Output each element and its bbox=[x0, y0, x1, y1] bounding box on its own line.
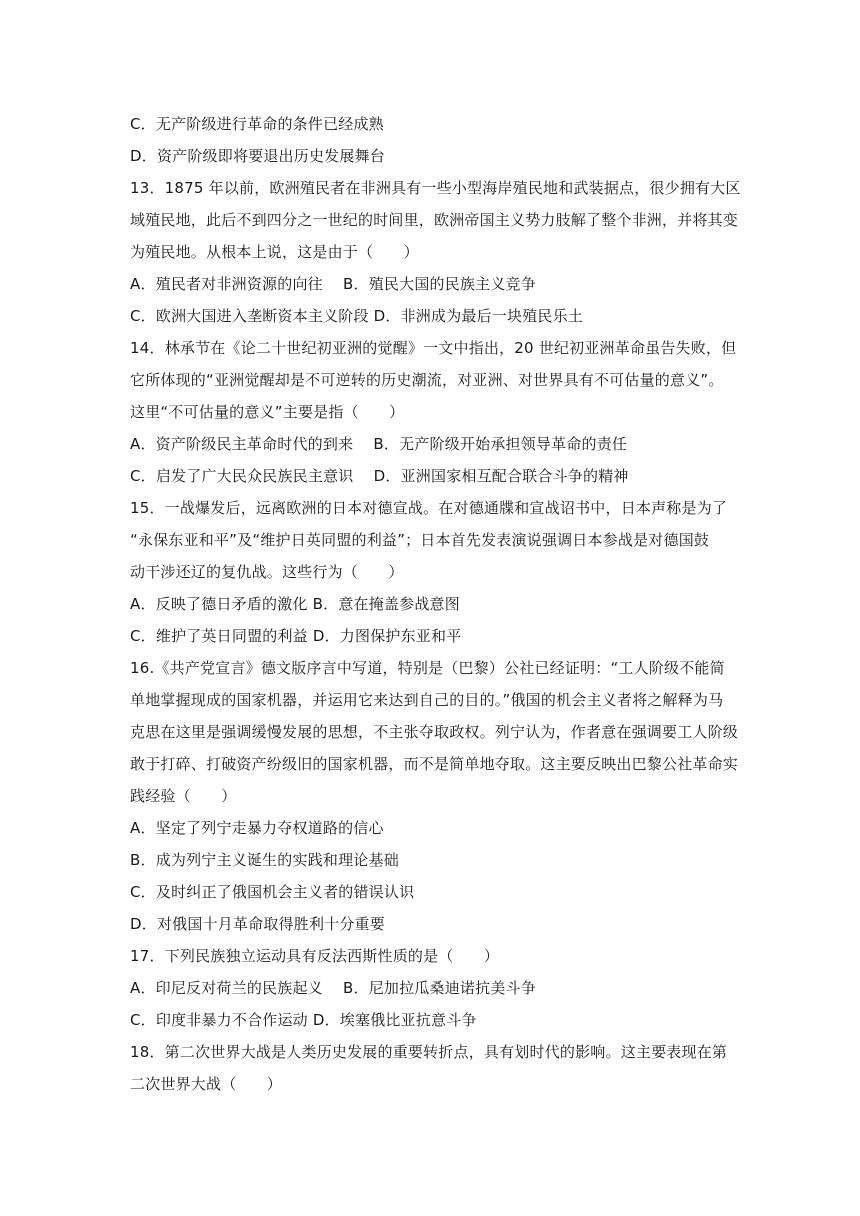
exam-text bbox=[130, 108, 740, 1100]
text-line: A．殖民者对非洲资源的向往 B．殖民大国的民族主义竞争 bbox=[130, 275, 536, 293]
text-line: C．无产阶级进行革命的条件已经成熟 bbox=[130, 115, 384, 133]
text-line: 17．下列民族独立运动具有反法西斯性质的是（ ） bbox=[130, 947, 500, 965]
text-line: 14．林承节在《论二十世纪初亚洲的觉醒》一文中指出，20 世纪初亚洲革命虽告失败，但 bbox=[130, 339, 737, 357]
text-line: A．印尼反对荷兰的民族起义 B．尼加拉瓜桑迪诺抗美斗争 bbox=[130, 979, 536, 997]
text-line: A．反映了德日矛盾的激化 B．意在掩盖参战意图 bbox=[130, 595, 460, 613]
text-line: “永保东亚和平”及“维护日英同盟的利益”；日本首先发表演说强调日本参战是对德国鼓 bbox=[130, 531, 710, 549]
text-line: 它所体现的“亚洲觉醒却是不可逆转的历史潮流，对亚洲、对世界具有不可估量的意义”。 bbox=[130, 371, 724, 389]
text-line: 域殖民地，此后不到四分之一世纪的时间里，欧洲帝国主义势力肢解了整个非洲，并将其变 bbox=[130, 211, 739, 229]
text-line: 13．1875 年以前，欧洲殖民者在非洲具有一些小型海岸殖民地和武装据点，很少拥有大区 bbox=[130, 179, 741, 197]
text-line: 践经验（ ） bbox=[130, 787, 237, 805]
text-line: 为殖民地。从根本上说，这是由于（ ） bbox=[130, 243, 419, 261]
text-line: C．启发了广大民众民族民主意识 D．亚洲国家相互配合联合斗争的精神 bbox=[130, 467, 629, 485]
text-line: 二次世界大战（ ） bbox=[130, 1075, 283, 1093]
text-line: 动干涉还辽的复仇战。这些行为（ ） bbox=[130, 563, 404, 581]
text-line: 克思在这里是强调缓慢发展的思想，不主张夺取政权。列宁认为，作者意在强调要工人阶级 bbox=[130, 723, 739, 741]
text-line: C．印度非暴力不合作运动 D．埃塞俄比亚抗意斗争 bbox=[130, 1011, 477, 1029]
text-line: A．坚定了列宁走暴力夺权道路的信心 bbox=[130, 819, 384, 837]
text-line: C．维护了英日同盟的利益 D．力图保护东亚和平 bbox=[130, 627, 462, 645]
text-line: 敢于打碎、打破资产纷级旧的国家机器，而不是简单地夺取。这主要反映出巴黎公社革命实 bbox=[130, 755, 739, 773]
text-line: 这里“不可估量的意义”主要是指（ ） bbox=[130, 403, 405, 421]
text-line: 15．一战爆发后，远离欧洲的日本对德宣战。在对德通牒和宣战诏书中，日本声称是为了 bbox=[130, 499, 728, 517]
text-line: 18．第二次世界大战是人类历史发展的重要转折点，具有划时代的影响。这主要表现在第 bbox=[130, 1043, 728, 1061]
text-line: D．对俄国十月革命取得胜利十分重要 bbox=[130, 915, 385, 933]
text-line: B．成为列宁主义诞生的实践和理论基础 bbox=[130, 851, 399, 869]
text-line: 16.《共产党宣言》德文版序言中写道，特别是（巴黎）公社已经证明：“工人阶级不能简 bbox=[130, 659, 725, 677]
text-line: C．及时纠正了俄国机会主义者的错误认识 bbox=[130, 883, 415, 901]
text-line: 单地掌握现成的国家机器，并运用它来达到自己的目的。”俄国的机会主义者将之解释为马 bbox=[130, 691, 724, 709]
text-line: D．资产阶级即将要退出历史发展舞台 bbox=[130, 147, 385, 165]
text-line: C．欧洲大国进入垄断资本主义阶段 D．非洲成为最后一块殖民乐土 bbox=[130, 307, 583, 325]
text-line: A．资产阶级民主革命时代的到来 B．无产阶级开始承担领导革命的责任 bbox=[130, 435, 628, 453]
